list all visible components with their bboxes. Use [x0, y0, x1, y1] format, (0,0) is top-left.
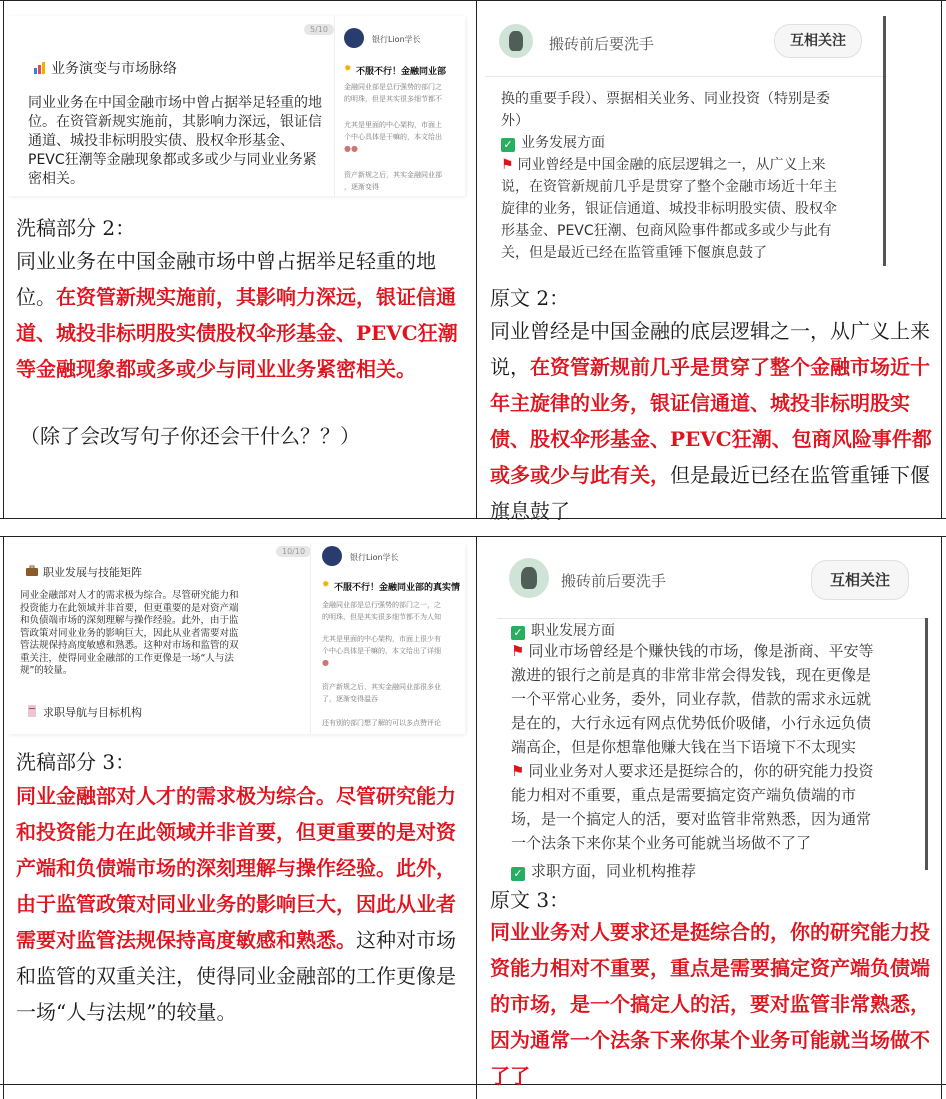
flag-icon: ⚑: [501, 157, 514, 173]
author-name: 搬砖前后要洗手: [561, 572, 667, 590]
table-border-left-1: [3, 0, 4, 519]
avatar: [509, 558, 549, 598]
side-post-preview: [340, 16, 465, 196]
side-line: 的明珠，但是其实很多细节都不: [344, 95, 442, 103]
panel-divider: [334, 16, 335, 196]
table-border-left-2: [3, 536, 4, 1099]
rewrite-note-2: （除了会改写句子你还会干什么？？）: [20, 424, 360, 448]
post-line: 是在的，大行永远有网点优势低价吸储，小行永远负债: [511, 714, 872, 732]
side-line: ，逐渐变得: [344, 183, 379, 191]
side-line: 还有别的部门想了解的可以多点赞评论: [322, 719, 441, 727]
table-border-mid-2: [476, 536, 477, 1099]
avatar: [322, 546, 342, 566]
post-line: ⚑ 同业业务对人要求还是挺综合的，你的研究能力投资: [511, 762, 874, 780]
post-header: [485, 16, 887, 77]
side-line: 资产新规之后，其实金融同业部: [344, 171, 442, 179]
side-headline: 不服不行！金融同业部: [356, 67, 447, 77]
table-border-right-2: [941, 536, 942, 1099]
post-line: 激进的银行之前是真的非常非常会得发钱，现在更像是: [511, 666, 872, 684]
post-line: 外）: [501, 113, 529, 129]
page-number-badge: 10/10: [276, 546, 311, 557]
emoji-icon: ●●: [344, 144, 358, 153]
side-headline: 不服不行！金融同业部的真实情: [334, 583, 461, 593]
author-name: 搬砖前后要洗手: [549, 35, 655, 53]
side-line: 尤其是里面的中心架构，市面上很少有: [322, 635, 441, 643]
post-line: 旋律的业务，银证信通道、城投非标明股实债、股权伞: [501, 201, 837, 217]
checkbox-icon: ✓: [511, 867, 525, 881]
post-line: 换的重要手段）、票据相关业务、同业投资（特别是委: [501, 91, 830, 107]
scrollbar[interactable]: [883, 16, 886, 266]
section-heading-cut: ✓ 职业发展方面: [511, 620, 615, 630]
section-body: 同业金融部对人才的需求极为综合。尽管研究能力和 投资能力在此领域并非首要，但更重要的是对资产端 和负债端市场的深刻理解与操作经验。此外，由于监 管政策对同业业务的影响巨大，因此从业者需要对监 管法规保持高度敏感和熟悉。这种对市场和监管的双 重关注，使得同业金融部的工作更像是一场“人与法 规”的较量。: [20, 590, 239, 676]
flag-icon: ⚑: [511, 642, 525, 660]
avatar: [344, 28, 364, 48]
row2-left-screenshot: [8, 544, 465, 734]
post-line: 端高企，但是你想靠他赚大钱在当下语境下不太现实: [511, 738, 857, 756]
sun-icon: ✹: [344, 64, 352, 74]
row2-right-screenshot: [497, 544, 929, 880]
side-author-name: 银行Lion学长: [372, 35, 421, 44]
section-title: 职业发展与技能矩阵: [26, 564, 142, 580]
table-border-row2-top: [0, 536, 946, 537]
flag-icon: ⚑: [511, 762, 525, 780]
side-line: 资产新规之后，其实金融同业部很多业: [322, 683, 441, 691]
post-line: 关，但是最近已经在监管重锤下偃旗息鼓了: [501, 245, 767, 261]
rewrite-text-3: 同业金融部对人才的需求极为综合。尽管研究能力和投资能力在此领域并非首要，但更重要的是对资产端和负债端市场的深刻理解与操作经验。此外，由于监管政策对同业业务的影响巨大，因此从业者需要对监管法规保持高度敏感和熟悉。这种对市场和监管的双重关注，使得同业金融部的工作更像是一场“人与法规”的较量。: [16, 784, 456, 1024]
avatar: [499, 24, 533, 58]
rewrite-label-3: 洗稿部分 3：: [16, 750, 136, 774]
post-line: 能力相对不重要，重点是需要搞定资产端负债端的市: [511, 786, 857, 804]
follow-button[interactable]: 互相关注: [811, 560, 909, 600]
briefcase-icon: [26, 565, 38, 577]
side-author-name: 银行Lion学长: [350, 553, 399, 562]
next-section-title: 求职导航与目标机构: [26, 704, 142, 720]
panel-divider: [310, 544, 311, 734]
rewrite-label-2: 洗稿部分 2：: [16, 216, 136, 240]
follow-button[interactable]: 互相关注: [774, 24, 862, 58]
sun-icon: ✹: [322, 580, 330, 590]
checkbox-icon: ✓: [501, 138, 515, 152]
scrollbar[interactable]: [925, 618, 928, 870]
side-line: 了，逐渐变得温吞: [322, 695, 378, 703]
post-line: 一个平常心业务，委外，同业存款，借款的需求永远就: [511, 690, 872, 708]
section-title: 业务演变与市场脉络: [34, 58, 177, 78]
checkbox-icon: ✓: [511, 626, 525, 640]
rewrite-text-2: 同业业务在中国金融市场中曾占据举足轻重的地位。在资管新规实施前，其影响力深远，银证信通道、城投非标明股实债股权伞形基金、PEVC狂潮等金融现象都或多或少与同业业务紧密相关。: [16, 249, 458, 381]
original-text-3: 同业业务对人要求还是挺综合的，你的研究能力投资能力相对不重要，重点是需要搞定资产端负债端的市场，是一个搞定人的活，要对监管非常熟悉，因为通常一个法条下来你某个业务可能就当场做不了了: [490, 920, 930, 1088]
post-line: 一个法条下来你某个业务可能就当场做不了了: [511, 834, 812, 852]
original-label-2: 原文 2：: [490, 286, 570, 310]
section-body: 同业业务在中国金融市场中曾占据举足轻重的地位。在资管新规实施前，其影响力深远，银证信通道、城投非标明股实债、股权伞形基金、PEVC狂潮等金融现象都或多或少与同业业务紧密相关。: [28, 95, 322, 187]
side-line: 金融同业部是总行强势的部门之一，之: [322, 601, 441, 609]
original-text-2: 同业曾经是中国金融的底层逻辑之一，从广义上来说，在资管新规前几乎是贯穿了整个金融市场近十年主旋律的业务，银证信通道、城投非标明股实债、股权伞形基金、PEVC狂潮、包商风险事件都或多或少与此有关，但是最近已经在监管重锤下偃旗息鼓了: [490, 319, 932, 523]
table-border-top: [0, 0, 946, 1]
side-line: 的明珠，但是其实很多细节都不为人知: [322, 613, 441, 621]
bar-chart-icon: [34, 62, 46, 74]
document-icon: [26, 705, 38, 717]
side-line: 个中心具体是干嘛的，本文给出: [344, 133, 442, 141]
post-line: ⚑ 同业市场曾经是个赚快钱的市场，像是浙商、平安等: [511, 642, 874, 660]
post-line: ⚑ 同业曾经是中国金融的底层逻辑之一，从广义上来: [501, 157, 826, 173]
table-border-mid-1: [476, 0, 477, 519]
post-line: 说，在资管新规前几乎是贯穿了整个金融市场近十年主: [501, 179, 837, 195]
post-line: 形基金、PEVC狂潮、包商风险事件都或多或少与此有: [501, 223, 832, 239]
section-heading-cut: ✓ 求职方面，同业机构推荐: [511, 860, 696, 870]
row1-left-screenshot: [8, 16, 465, 196]
side-line: 个中心具体是干嘛的，本文给出了详细: [322, 647, 441, 655]
section-heading: ✓ 业务发展方面: [501, 132, 605, 152]
post-line: 场，是一个搞定人的活，要对监管非常熟悉，因为通常: [511, 810, 872, 828]
side-post-preview: [318, 544, 465, 734]
side-line: 金融同业部是总行强势的部门之: [344, 83, 442, 91]
row1-right-screenshot: [485, 16, 887, 266]
post-header: [497, 544, 929, 619]
original-label-3: 原文 3：: [490, 888, 570, 912]
table-border-right-1: [941, 0, 942, 519]
emoji-icon: ●: [322, 658, 329, 667]
side-line: 尤其是里面的中心架构，市面上: [344, 121, 442, 129]
page-number-badge: 5/10: [304, 24, 334, 35]
